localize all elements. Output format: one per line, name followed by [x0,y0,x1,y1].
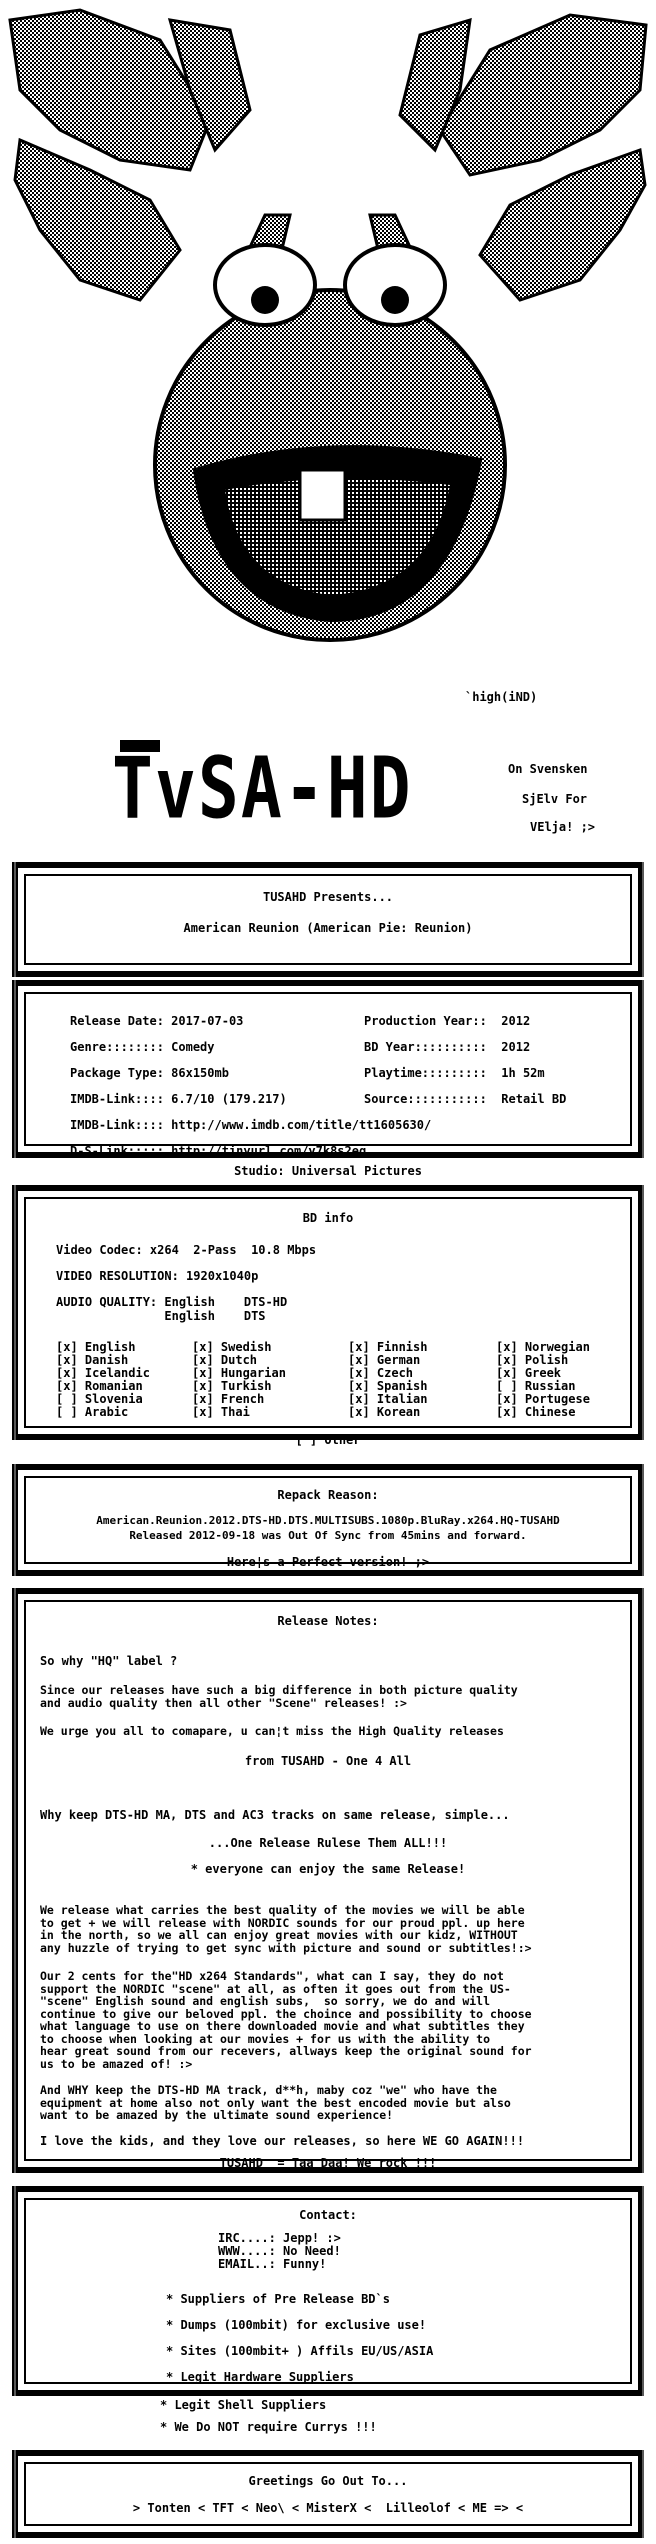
contact-box [12,2186,644,2396]
genre: Genre:::::::: Comedy [70,1040,215,1054]
imdb-link[interactable]: IMDB-Link:::: http://www.imdb.com/title/tt1605630/ [70,1118,432,1132]
ds-link[interactable]: D-S-Link::::: http://tinyurl.com/y7k8s2eg [70,1144,367,1158]
repack-line-2: Released 2012-09-18 was Out Of Sync from 45mins and forward. [129,1529,527,1542]
playtime: Playtime::::::::: 1h 52m [364,1066,545,1080]
header-artwork [0,0,656,780]
logo-text: TvSA-HD [112,740,413,839]
contact-item-6: * We Do NOT require Currys !!! [160,2420,377,2434]
audio-quality: AUDIO QUALITY: English DTS-HD [56,1295,288,1309]
production-year: Production Year:: 2012 [364,1014,531,1028]
video-codec: Video Codec: x264 2-Pass 10.8 Mbps [56,1243,317,1257]
repack-line-3: Here¦s a Perfect version! ;> [226,1555,430,1569]
notes-p9: Our 2 cents for the"HD x264 Standards", what can I say, they do not support the NORDIC "scene" at all, as often it goes out from the US- "scene" English sound and english subs, so sorry, we do and will continue to give our beloved ppl. the choince and possibility to choose what language to use on there downloaded movie and what subtitles they to choose when looking at our movies + for us with the ability to hear great sound from our recevers, allways keep the original sound for us to be amazed of! :> [40,1969,532,2071]
tagline-3: VElja! ;> [530,820,596,834]
notes-p6: ...One Release Rulese Them ALL!!! [208,1836,448,1850]
notes-p1: So why "HQ" label ? [40,1654,178,1668]
subs-col-1: [x] English [x] Danish [x] Icelandic [x] Romanian [ ] Slovenia [ ] Arabic [56,1340,150,1419]
notes-p5: Why keep DTS-HD MA, DTS and AC3 tracks on same release, simple... [40,1808,510,1822]
other-option: [ ] Other [295,1433,361,1447]
contact-item-3: * Sites (100mbit+ ) Affils EU/US/ASIA [166,2344,434,2358]
bd-info-title: BD info [302,1211,354,1225]
notes-p3: We urge you all to comapare, u can¦t miss the High Quality releases [40,1724,504,1738]
notes-p12: TUSAHD = Taa Daa! We rock !!! [219,2156,437,2170]
tagline-2: SjElv For [522,792,588,806]
tagline-1: On Svensken [508,762,588,776]
release-date: Release Date: 2017-07-03 [70,1014,244,1028]
contact-lines: IRC....: Jepp! :> WWW....: No Need! EMAIL..: Funny! [218,2231,341,2271]
notes-p7: * everyone can enjoy the same Release! [190,1862,466,1876]
notes-p2: Since our releases have such a big difference in both picture quality and audio quality then all other "Scene" releases! :> [40,1683,518,1710]
presents-box [12,862,644,977]
bd-year: BD Year:::::::::: 2012 [364,1040,531,1054]
subs-col-2: [x] Swedish [x] Dutch [x] Hungarian [x] Turkish [x] French [x] Thai [192,1340,286,1419]
hair-right [400,15,646,300]
release-notes-box [12,1588,644,2173]
logo [112,740,413,839]
notes-title: Release Notes: [277,1614,379,1628]
greetings-title: Greetings Go Out To... [248,2474,408,2488]
source: Source::::::::::: Retail BD [364,1092,567,1106]
video-resolution: VIDEO RESOLUTION: 1920x1040p [56,1269,259,1283]
contact-item-4: * Legit Hardware Suppliers [166,2370,354,2384]
repack-line-1: American.Reunion.2012.DTS-HD.DTS.MULTISUBS.1080p.BluRay.x264.HQ-TUSAHD [96,1514,560,1527]
greetings-line: > Tonten < TFT < Neo\ < MisterX < Lilleolof < ME => < [132,2501,524,2515]
repack-title: Repack Reason: [277,1488,379,1502]
imdb-rating: IMDB-Link:::: 6.7/10 (179.217) [70,1092,287,1106]
contact-item-2: * Dumps (100mbit) for exclusive use! [166,2318,427,2332]
notes-p8: We release what carries the best quality of the movies we will be able to get + we will release with NORDIC sounds for our proud ppl. up here in the north, so we all can enjoy great movies with our kidz, WITHOUT any huzzle of trying to get sync with picture and sound or subtitles!:> [40,1903,532,1955]
studio: Studio: Universal Pictures [234,1164,422,1178]
greetings-box [12,2450,644,2538]
presents-title: TUSAHD Presents... [262,890,394,904]
release-info-box [12,980,644,1158]
notes-p4: from TUSAHD - One 4 All [244,1754,412,1768]
repack-box [12,1464,644,1576]
bd-info-box [12,1185,644,1447]
notes-p10: And WHY keep the DTS-HD MA track, d**h, maby coz "we" who have the equipment at home also not only want the best encoded movie but also want to be amazed by the ultimate sound experience! [40,2083,511,2122]
subs-col-3: [x] Finnish [x] German [x] Czech [x] Spanish [x] Italian [x] Korean [348,1340,428,1419]
contact-item-1: * Suppliers of Pre Release BD`s [166,2292,390,2306]
movie-title: American Reunion (American Pie: Reunion) [183,921,473,935]
artist-tag: `high(iND) [465,690,538,704]
contact-title: Contact: [299,2208,357,2222]
notes-p11: I love the kids, and they love our releases, so here WE GO AGAIN!!! [40,2134,525,2148]
subs-col-4: [x] Norwegian [x] Polish [x] Greek [ ] Russian [x] Portugese [x] Chinese [496,1340,590,1419]
package-type: Package Type: 86x150mb [70,1066,229,1080]
contact-item-5: * Legit Shell Suppliers [160,2398,327,2412]
hair-left [10,10,250,300]
audio-quality-2: English DTS [56,1309,266,1323]
